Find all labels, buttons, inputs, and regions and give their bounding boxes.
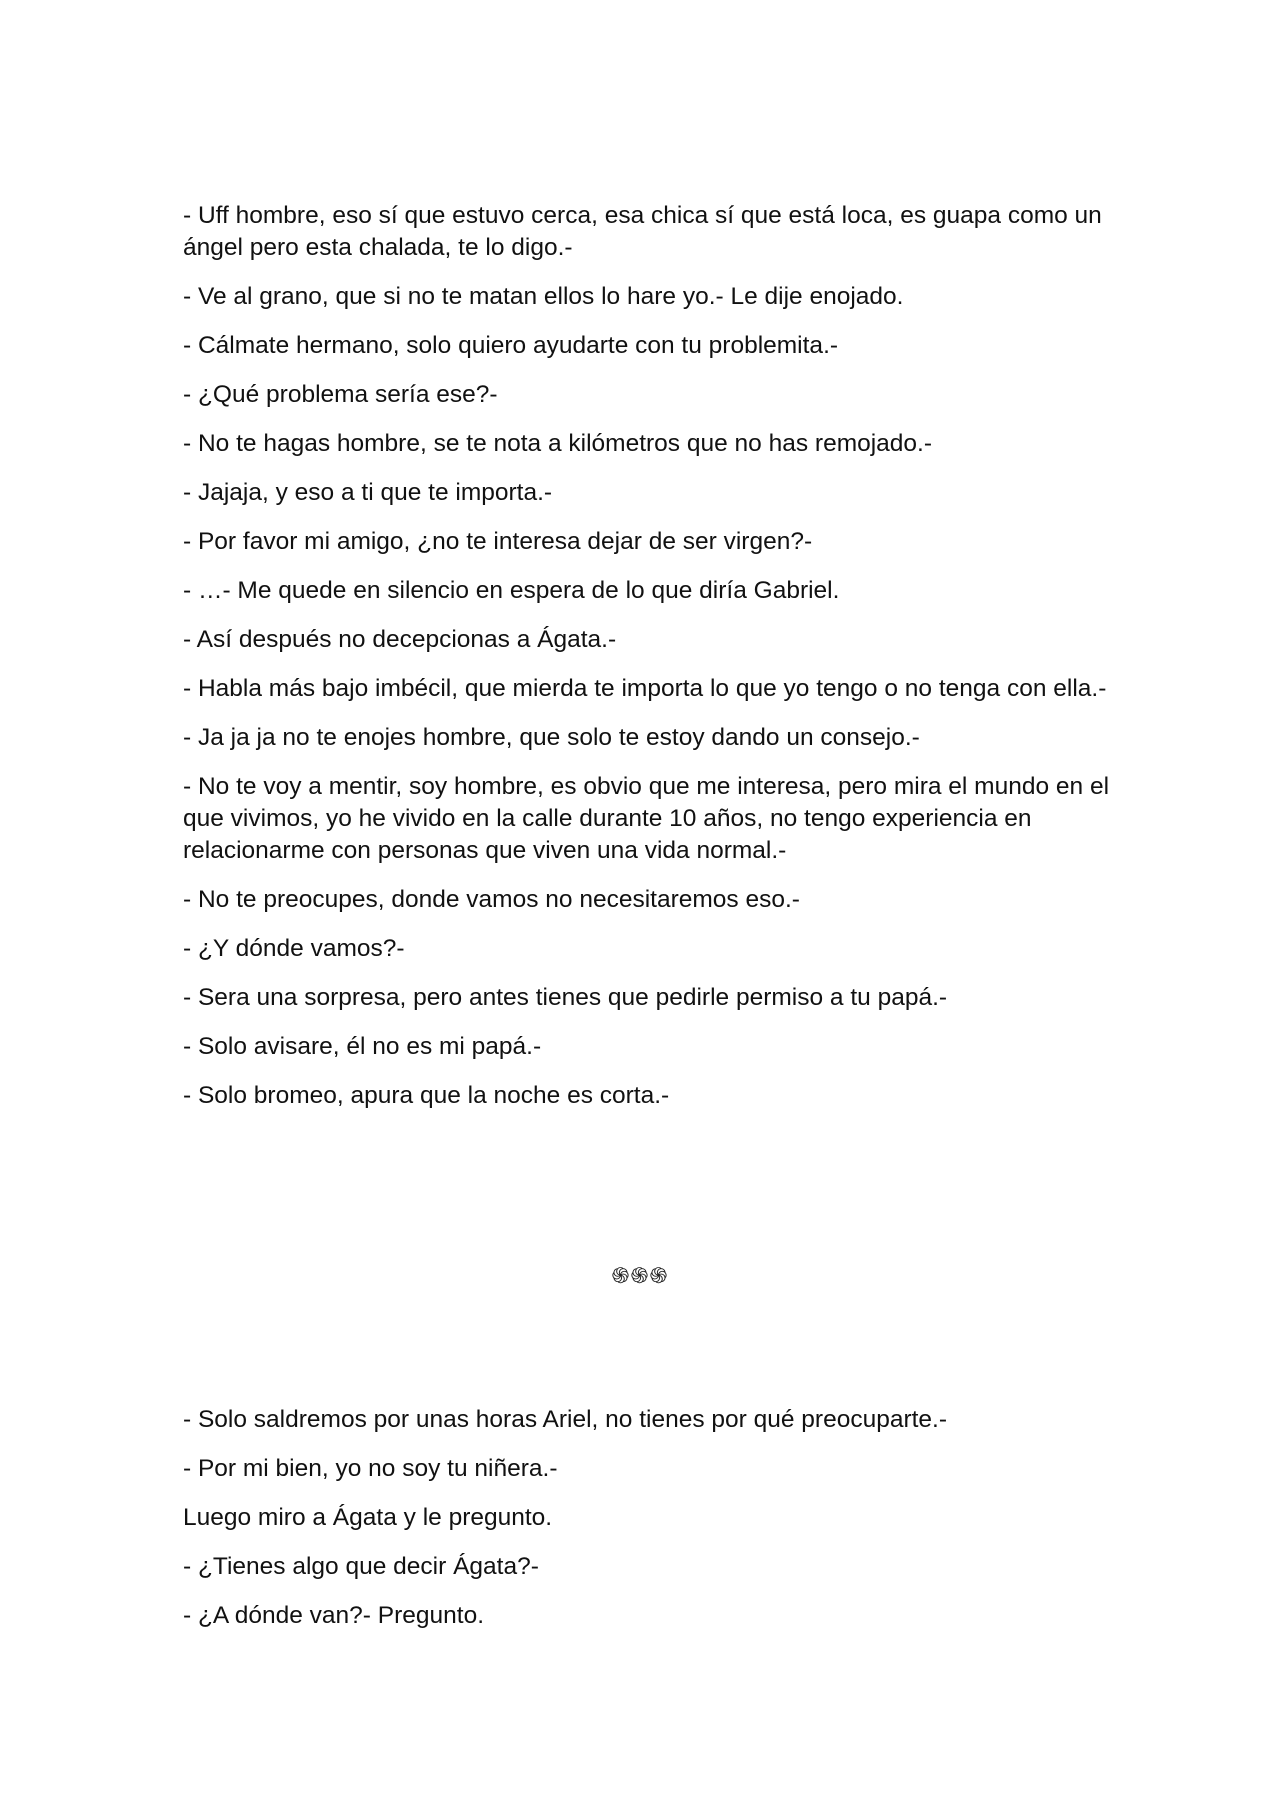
paragraph: - ¿Qué problema sería ese?- — [183, 381, 498, 408]
text-section-1 — [183, 200, 1113, 1129]
paragraph: - Por mi bien, yo no soy tu niñera.- — [183, 1455, 558, 1482]
paragraph: - Cálmate hermano, solo quiero ayudarte con tu problemita.- — [183, 332, 839, 359]
paragraph: - ¿Y dónde vamos?- — [183, 935, 405, 962]
paragraph: - Ve al grano, que si no te matan ellos lo hare yo.- Le dije enojado. — [183, 283, 904, 310]
paragraph: - Solo saldremos por unas horas Ariel, no tienes por qué preocuparte.- — [183, 1406, 948, 1433]
paragraph: - Uff hombre, eso sí que estuvo cerca, esa chica sí que está loca, es guapa como un ángel pero esta chalada, te lo digo.- — [183, 202, 1102, 261]
paragraph: - No te hagas hombre, se te nota a kilómetros que no has remojado.- — [183, 430, 933, 457]
paragraph: - No te voy a mentir, soy hombre, es obvio que me interesa, pero mira el mundo en el que vivimos, yo he vivido en la calle durante 10 años, no tengo experiencia en relacionarme con personas que viven una vida normal.- — [183, 773, 1110, 864]
paragraph: - Así después no decepcionas a Ágata.- — [183, 626, 617, 653]
paragraph: - Jajaja, y eso a ti que te importa.- — [183, 479, 553, 506]
paragraph: Luego miro a Ágata y le pregunto. — [183, 1504, 553, 1531]
paragraph: - Habla más bajo imbécil, que mierda te importa lo que yo tengo o no tenga con ella.- — [183, 675, 1107, 702]
paragraph: - ¿Tienes algo que decir Ágata?- — [183, 1553, 539, 1580]
paragraph: - Solo bromeo, apura que la noche es corta.- — [183, 1082, 670, 1109]
paragraph: - Solo avisare, él no es mi papá.- — [183, 1033, 542, 1060]
paragraph: - Por favor mi amigo, ¿no te interesa dejar de ser virgen?- — [183, 528, 813, 555]
paragraph: - Sera una sorpresa, pero antes tienes que pedirle permiso a tu papá.- — [183, 984, 948, 1011]
section-separator-ornament: ֍֍֍ — [611, 1264, 669, 1289]
paragraph: - …- Me quede en silencio en espera de lo que diría Gabriel. — [183, 577, 840, 604]
paragraph: - Ja ja ja no te enojes hombre, que solo te estoy dando un consejo.- — [183, 724, 920, 751]
paragraph: - No te preocupes, donde vamos no necesitaremos eso.- — [183, 886, 800, 913]
text-section-2 — [183, 1404, 1113, 1649]
paragraph: - ¿A dónde van?- Pregunto. — [183, 1602, 484, 1629]
